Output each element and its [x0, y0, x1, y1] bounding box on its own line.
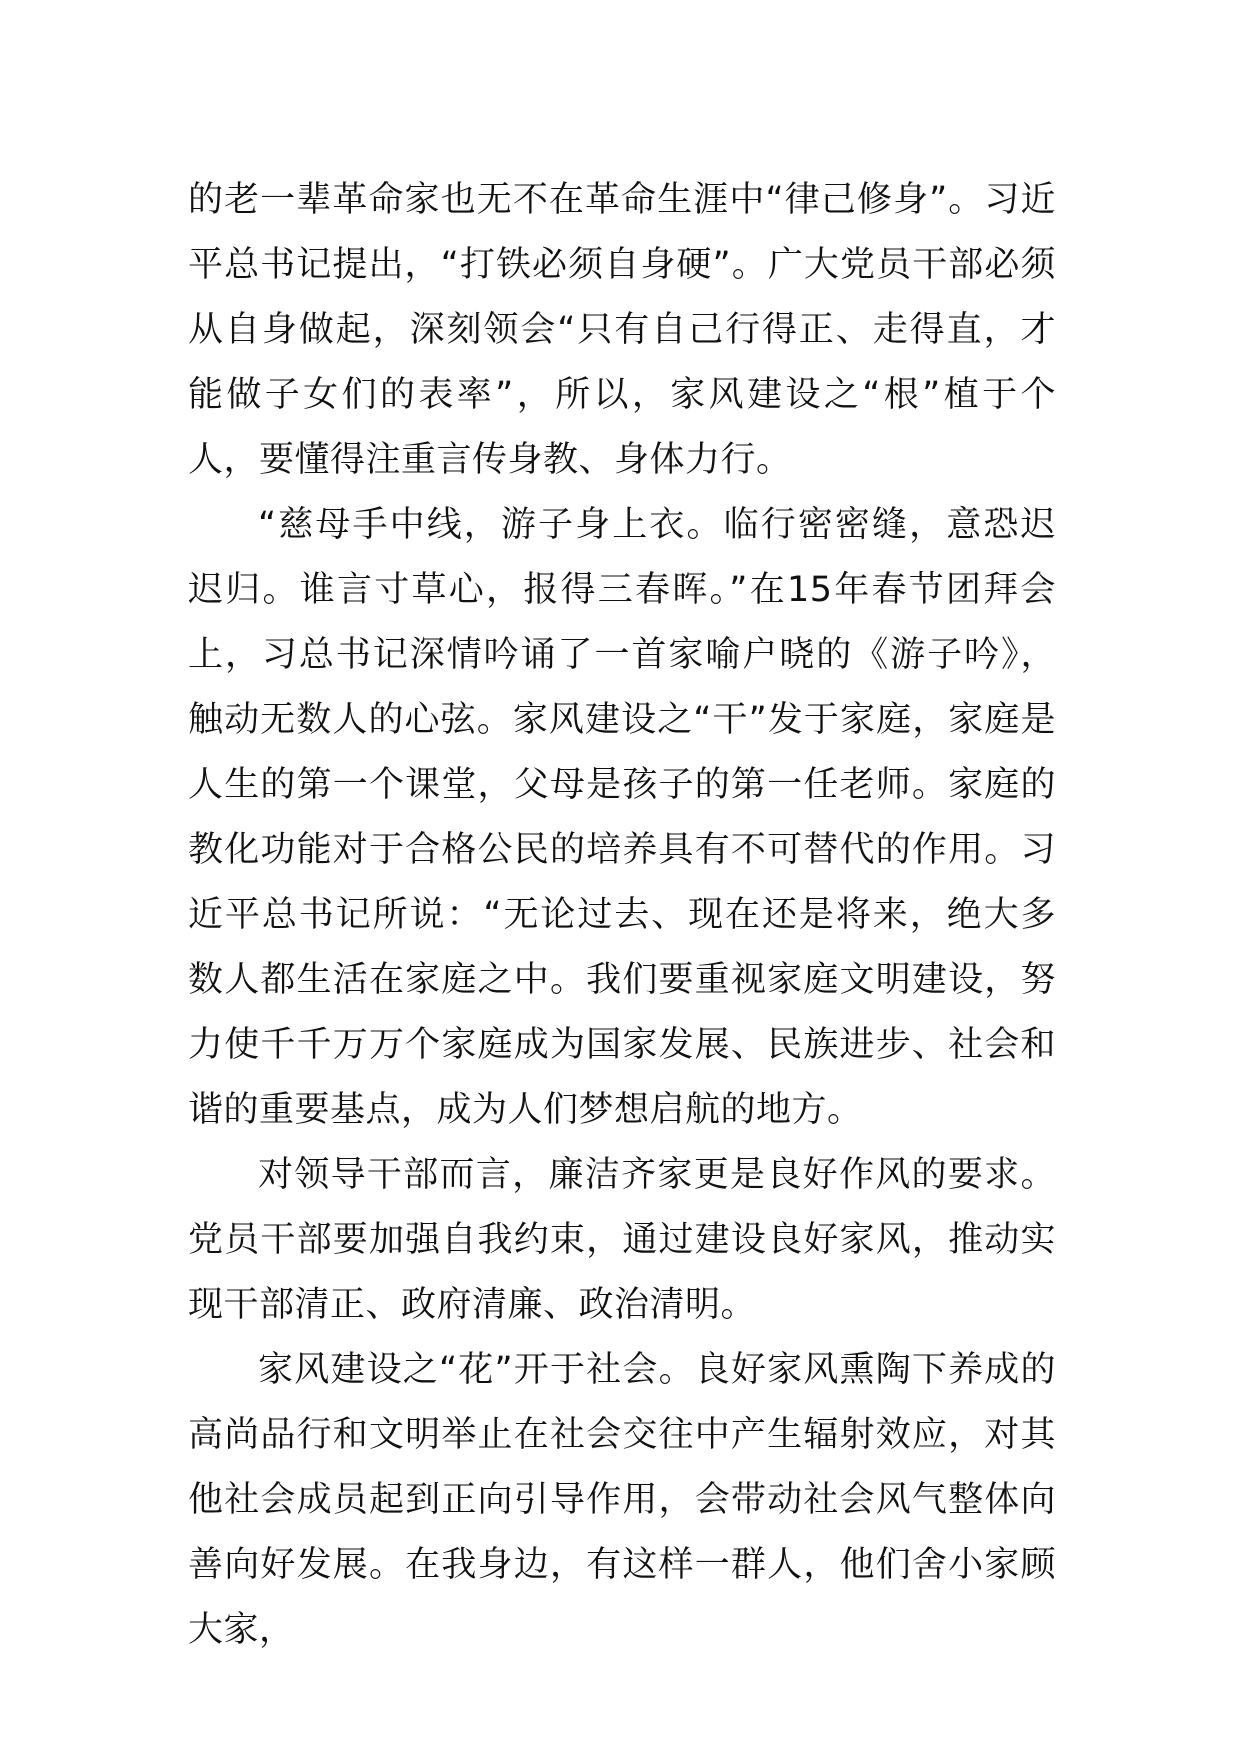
paragraph-family-style-society: 家风建设之“花”开于社会。良好家风熏陶下养成的高尚品行和文明举止在社会交往中产生辐射效应，对其他社会成员起到正向引导作用，会带动社会风气整体向善向好发展。在我身边，有这样一群人，他们舍小家顾大家， — [188, 1350, 1056, 1650]
paragraph-leading-cadres: 对领导干部而言，廉洁齐家更是良好作风的要求。党员干部要加强自我约束，通过建设良好家风，推动实现干部清正、政府清廉、政治清明。 — [188, 1155, 1056, 1325]
document-body — [188, 168, 1056, 1663]
paragraph-continuation: 的老一辈革命家也无不在革命生涯中“律己修身”。习近平总书记提出，“打铁必须自身硬”。广大党员干部必须从自身做起，深刻领会“只有自己行得正、走得直，才能做子女们的表率”，所以，家风建设之“根”植于个人，要懂得注重言传身教、身体力行。 — [188, 180, 1056, 480]
paragraph-poem-quote: “慈母手中线，游子身上衣。临行密密缝，意恐迟迟归。谁言寸草心，报得三春晖。”在15年春节团拜会上，习总书记深情吟诵了一首家喻户晓的《游子吟》，触动无数人的心弦。家风建设之“干”发于家庭，家庭是人生的第一个课堂，父母是孩子的第一任老师。家庭的教化功能对于合格公民的培养具有不可替代的作用。习近平总书记所说：“无论过去、现在还是将来，绝大多数人都生活在家庭之中。我们要重视家庭文明建设，努力使千千万万个家庭成为国家发展、民族进步、社会和谐的重要基点，成为人们梦想启航的地方。 — [188, 505, 1056, 1130]
